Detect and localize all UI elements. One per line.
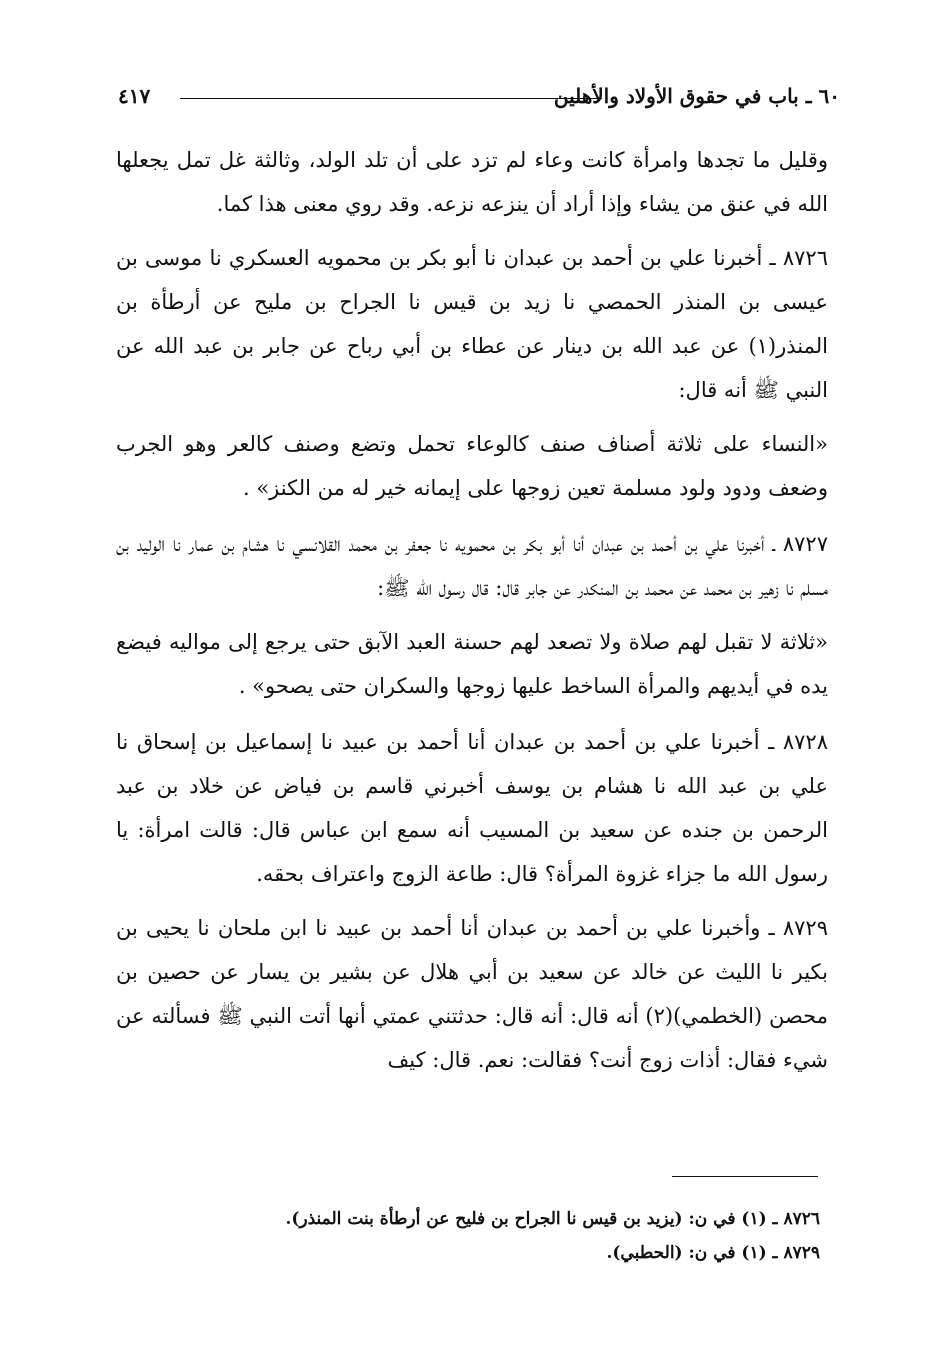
footnote-separator [672, 1176, 818, 1177]
running-title: ٦٠ ـ باب في حقوق الأولاد والأهلين [553, 84, 840, 108]
main-text [116, 138, 828, 1092]
hadith-8729: ٨٧٢٩ ـ وأخبرنا علي بن أحمد بن عبدان أنا أحمد بن عبيد نا ابن ملحان نا يحيى بن بكير نا الليث عن خالد عن سعيد بن أبي هلال عن بشير بن يسار عن حصين بن محصن (الخطمي)(٢) أنه قال: أنه قال: حدثتني عمتي أنها أتت النبي ﷺ فسألته عن شيء فقال: أذات زوج أنت؟ فقالت: نعم. قال: كيف [116, 916, 828, 1072]
footnote-8726: ٨٧٢٦ ـ (١) في ن: (يزيد بن قيس نا الجراح بن فليح عن أرطأة بنت المنذر). [285, 1209, 820, 1229]
hadith-8728: ٨٧٢٨ ـ أخبرنا علي بن أحمد بن عبدان أنا أحمد بن عبيد نا إسماعيل بن إسحاق نا علي بن عبد الله نا هشام بن يوسف أخبرني قاسم بن فياض عن خلاد بن عبد الرحمن بن جنده عن سعيد بن المسيب أنه سمع ابن عباس قال: قالت امرأة: يا رسول الله ما جزاء غزوة المرأة؟ قال: طاعة الزوج واعتراف بحقه. [116, 730, 828, 886]
footnotes [200, 1202, 820, 1270]
hadith-8727-text: «ثلاثة لا تقبل لهم صلاة ولا تصعد لهم حسنة العبد الآبق حتى يرجع إلى مواليه فيضع يده في أيديهم والمرأة الساخط عليها زوجها والسكران حتى يصحو» . [116, 630, 828, 698]
header-rule [180, 98, 602, 99]
page-header [118, 84, 840, 120]
page-number: ٤١٧ [118, 84, 151, 108]
hadith-8726-isnad: ٨٧٢٦ ـ أخبرنا علي بن أحمد بن عبدان نا أبو بكر بن محمويه العسكري نا موسى بن عيسى بن المنذر الحمصي نا زيد بن قيس نا الجراح بن مليح عن أرطأة بن المنذر(١) عن عبد الله بن دينار عن عطاء بن أبي رباح عن جابر بن عبد الله عن النبي ﷺ أنه قال: [116, 246, 828, 402]
hadith-8727-isnad: ٨٧٢٧ ـ أخبرنا علي بن أحمد بن عبدان أنا أبو بكر بن محمويه نا جعفر بن محمد القلانسي نا هشام بن عمار نا الوليد بن مسلم نا زهير بن محمد عن محمد بن المنكدر عن جابر قال: قال رسول الله ﷺ: [116, 532, 828, 600]
footnote-8729: ٨٧٢٩ ـ (١) في ن: (الحطبي). [606, 1243, 820, 1263]
hadith-8726-text: «النساء على ثلاثة أصناف صنف كالوعاء تحمل وتضع وصنف كالعر وهو الجرب وضعف ودود ولود مسلمة تعين زوجها على إيمانه خير له من الكنز» . [116, 432, 828, 500]
paragraph-continuation: وقليل ما تجدها وامرأة كانت وعاء لم تزد على أن تلد الولد، وثالثة غل تمل يجعلها الله في عنق من يشاء وإذا أراد أن ينزعه نزعه. وقد روي معنى هذا كما. [116, 148, 828, 216]
